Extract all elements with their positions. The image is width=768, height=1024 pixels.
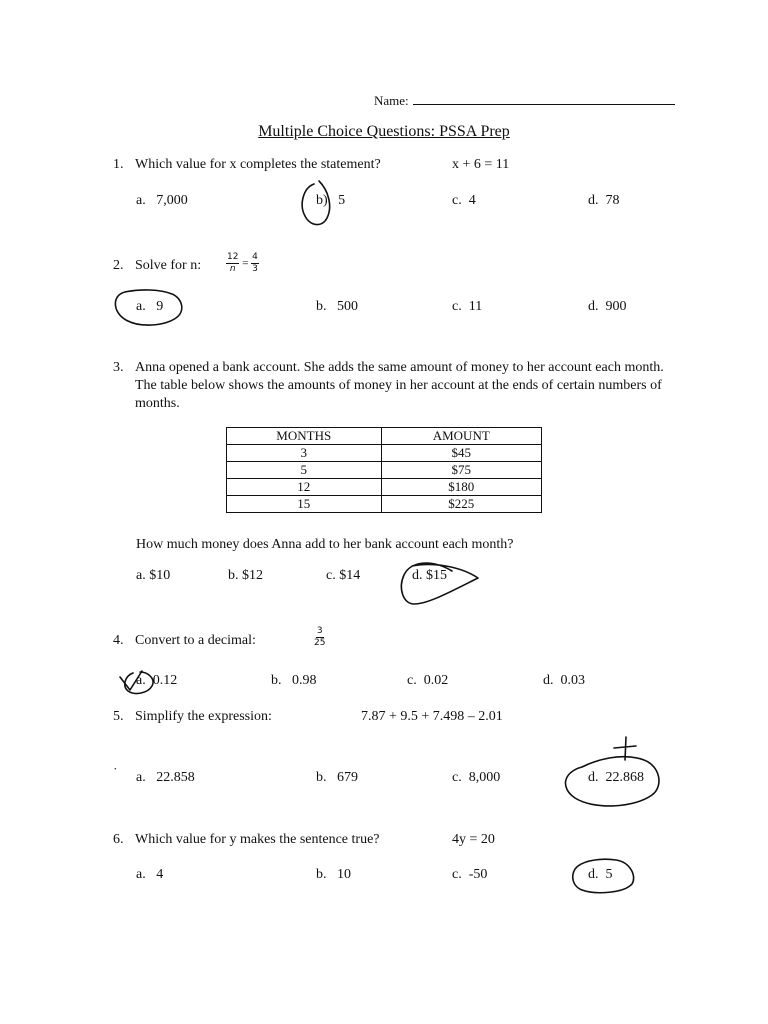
question-5 [113, 709, 272, 725]
question-number: 5. [113, 709, 124, 724]
question-text: Solve for n: [135, 258, 202, 273]
q4-choice-b: b. 0.98 [271, 673, 317, 688]
fraction-4-over-3: $\frac{4}{3}$ [252, 252, 258, 274]
question-number: 3. [113, 360, 124, 375]
table-row [227, 462, 542, 479]
q2-choice-c: c. 11 [452, 299, 483, 314]
name-blank-line [413, 92, 675, 105]
table-header-months: MONTHS [227, 428, 382, 445]
q1-choice-a: a. 7,000 [136, 193, 188, 208]
q1-choice-d: d. 78 [588, 193, 620, 208]
table-row [227, 479, 542, 496]
question-1-expression: x + 6 = 11 [452, 157, 510, 172]
fraction-3-over-25: $\frac{3}{25}$ [314, 626, 326, 648]
q2-equation: $\frac{12}{n}$ = $\frac{4}{3}$ [227, 252, 258, 274]
q4-choice-d: d. 0.03 [543, 673, 585, 688]
table-cell: $45 [381, 445, 541, 462]
q5-choice-c: c. 8,000 [452, 770, 501, 785]
question-text: Anna opened a bank account. She adds the same amount of money to her account each month. The table below shows the amounts of money in her account at the ends of certain numbers of months. [135, 360, 664, 411]
q5-choice-a: a. 22.858 [136, 770, 195, 785]
question-4 [113, 633, 256, 649]
worksheet-title: Multiple Choice Questions: PSSA Prep [258, 123, 510, 140]
question-3 [113, 359, 683, 413]
q3-choice-d: d. $15 [412, 568, 447, 583]
q3-choice-a: a. $10 [136, 568, 171, 583]
table-row [227, 496, 542, 513]
table-cell: 12 [227, 479, 382, 496]
months-amount-table [226, 427, 542, 513]
q6-choice-a: a. 4 [136, 867, 164, 882]
question-text: Convert to a decimal: [135, 633, 256, 648]
name-field [374, 92, 675, 109]
q1-choice-c: c. 4 [452, 193, 476, 208]
question-text: Simplify the expression: [135, 709, 272, 724]
fraction-12-over-n: $\frac{12}{n}$ [227, 252, 239, 274]
table-cell: $180 [381, 479, 541, 496]
table-row [227, 445, 542, 462]
q4-fraction [314, 626, 325, 649]
table-header-amount: AMOUNT [381, 428, 541, 445]
table-cell: $225 [381, 496, 541, 513]
table-cell: 3 [227, 445, 382, 462]
q3-choice-c: c. $14 [326, 568, 361, 583]
q6-choice-d: d. 5 [588, 867, 613, 882]
question-6-expression: 4y = 20 [452, 832, 495, 847]
question-text: Which value for y makes the sentence true? [135, 832, 380, 847]
q5-choice-d: d. 22.868 [588, 770, 644, 785]
q1-choice-b: b) 5 [316, 193, 346, 208]
q6-choice-c: c. -50 [452, 867, 488, 882]
question-5-expression: 7.87 + 9.5 + 7.498 – 2.01 [361, 709, 503, 724]
table-cell: 5 [227, 462, 382, 479]
q2-choice-d: d. 900 [588, 299, 627, 314]
question-text: Which value for x completes the statement? [135, 157, 381, 172]
q4-choice-c: c. 0.02 [407, 673, 449, 688]
question-number: 2. [113, 258, 124, 273]
question-2 [113, 258, 201, 274]
q3-question: How much money does Anna add to her bank account each month? [136, 537, 514, 552]
question-number: 1. [113, 157, 124, 172]
table-cell: $75 [381, 462, 541, 479]
question-1 [113, 157, 381, 173]
question-6 [113, 832, 380, 848]
table-header-row [227, 428, 542, 445]
question-number: 6. [113, 832, 124, 847]
q2-choice-a: a. 9 [136, 299, 164, 314]
stray-dot-mark: ˙ [113, 766, 118, 781]
q4-choice-a: a. 0.12 [136, 673, 178, 688]
q6-choice-b: b. 10 [316, 867, 351, 882]
q5-choice-b: b. 679 [316, 770, 358, 785]
q3-choice-b: b. $12 [228, 568, 263, 583]
table-cell: 15 [227, 496, 382, 513]
q5-plus-mark [614, 737, 636, 760]
question-number: 4. [113, 633, 124, 648]
name-label: Name: [374, 93, 409, 108]
q2-choice-b: b. 500 [316, 299, 358, 314]
